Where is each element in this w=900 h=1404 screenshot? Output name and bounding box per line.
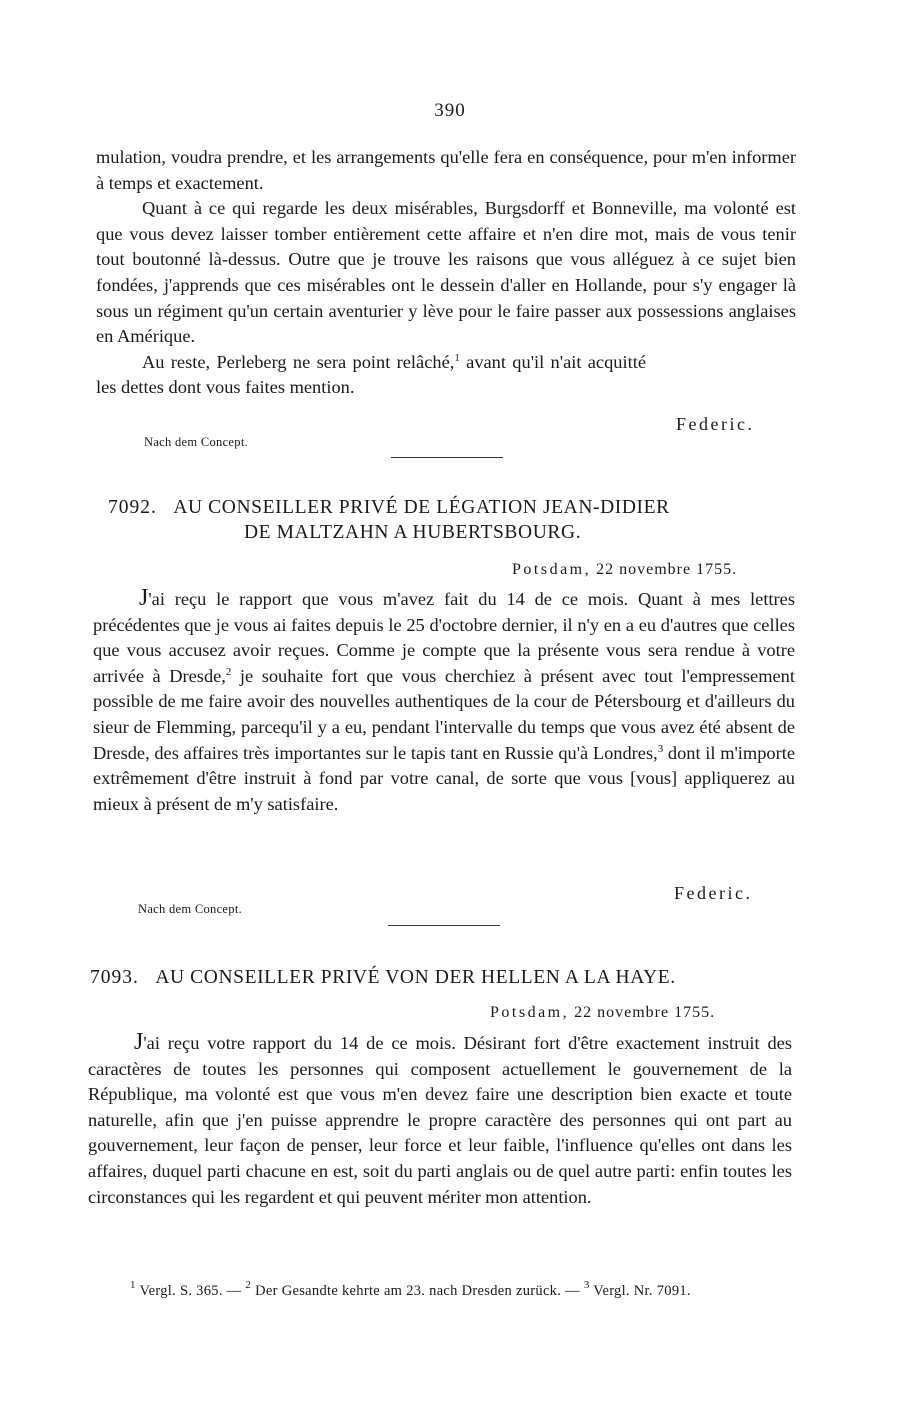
paragraph-text: 'ai reçu le rapport que vous m'avez fait du 14 de ce mois. Quant à mes lettres précédentes que je vous ai faites depuis le 25 d'octobre dernier, il n'y en a eu d'autres que celles que vous accusez avoir reçues. Comme je compte que la présente vous sera rendue à votre arrivée à Dresde,: [93, 589, 795, 686]
paragraph-text: 'ai reçu votre rapport du 14 de ce mois. Désirant fort d'être exactement instruit des caractères de toutes les personnes qui composent actuellement le gouvernement de la République, ma volonté est que vous m'en devez faire une description bien exacte et toute naturelle, afin que j'en puisse apprendre le propre caractère des personnes qui ont part au gouvernement, leur façon de penser, leur force et leur faible, l'influence qu'elles ont dans les affaires, duquel parti chacune en est, soit du parti anglais ou de quel autre parti: enfin toutes les circonstances qui les regardent et qui peuvent mériter mon attention.: [88, 1033, 792, 1207]
signature: Federic.: [674, 883, 753, 903]
footnote-line: [86, 1280, 796, 1303]
letter-number: 7093.: [90, 967, 139, 988]
footnote-text: Der Gesandte kehrte am 23. nach Dresden zurück. —: [251, 1283, 584, 1299]
footnote-ref: 3: [657, 742, 664, 755]
footnotes: [86, 1280, 796, 1303]
paragraph-text: je souhaite fort que vous cherchiez à présent avec tout l'empressement possible de me faire avoir des nouvelles authentiques de la cour de Pétersbourg et d'ailleurs du sieur de Flemming, parcequ'il y a eu, pendant l'intervalle du temps que vous avez été absent de Dresde, des affaires très importantes sur le tapis tant en Russie qu'à Londres,: [93, 665, 795, 763]
date-text: 22 novembre 1755.: [569, 1004, 716, 1021]
footnote-text: Vergl. S. 365. —: [135, 1283, 246, 1299]
signature: Federic.: [676, 414, 755, 434]
footnote-number: 3: [583, 1279, 590, 1291]
divider: [391, 457, 503, 458]
paragraph: Quant à ce qui regarde les deux misérables, Burgsdorff et Bonneville, ma volonté est que vous devez laisser tomber entièrement cette affaire et n'en dire mot, mais de vous tenir tout boutonné là-dessus. Outre que je trouve les raisons que vous alléguez à ce sujet bien fondées, j'apprends que ces misérables ont le dessein d'aller en Hollande, pour s'y engager là sous un régiment qu'un certain aventurier y lève pour le faire passer aux possessions anglaises en Amérique.: [96, 198, 796, 347]
paragraph: [88, 1030, 792, 1210]
page-number: 390: [434, 100, 466, 121]
footnote-ref: 2: [225, 665, 232, 678]
source-note: Nach dem Concept.: [144, 435, 249, 449]
footnote-number: 2: [245, 1279, 252, 1291]
heading-line: DE MALTZAHN A HUBERTSBOURG.: [244, 522, 582, 543]
paragraph-text: Au reste, Perleberg ne sera point relâché,: [142, 351, 455, 372]
letter-body: [93, 586, 795, 817]
letter-heading: [90, 965, 800, 990]
footnote-text: Vergl. Nr. 7091.: [589, 1283, 691, 1299]
initial-letter: J: [134, 1029, 144, 1055]
paragraph-text: dont il m'importe extrêmement d'être instruit à fond par votre canal, de sorte que vous [vous] appliquerez au mieux à présent de m'y satisfaire.: [93, 742, 796, 814]
source-note: Nach dem Concept.: [138, 902, 243, 916]
date-text: 22 novembre 1755.: [591, 561, 738, 578]
dateline: [490, 1004, 715, 1022]
letter-body: [88, 1030, 792, 1210]
paragraph: [96, 350, 796, 401]
dateline: [512, 561, 737, 579]
footnote-number: 1: [130, 1279, 136, 1291]
letter-number: 7092.: [108, 497, 157, 518]
divider: [388, 925, 500, 926]
paragraph: mulation, voudra prendre, et les arrangements qu'elle fera en conséquence, pour m'en informer à temps et exactement.: [96, 147, 796, 193]
date-place: Potsdam,: [512, 561, 592, 578]
footnote-ref: 1: [454, 351, 460, 364]
initial-letter: J: [139, 585, 149, 611]
heading-line: AU CONSEILLER PRIVÉ VON DER HELLEN A LA HAYE.: [155, 967, 676, 988]
paragraph: [93, 586, 795, 817]
continuation-text: [96, 145, 796, 401]
heading-line: AU CONSEILLER PRIVÉ DE LÉGATION JEAN-DIDIER: [173, 497, 670, 518]
letter-heading: [108, 495, 798, 545]
paragraph-text: avant qu'il n'ait acquitté les dettes dont vous faites mention.: [96, 351, 646, 398]
date-place: Potsdam,: [490, 1004, 570, 1021]
